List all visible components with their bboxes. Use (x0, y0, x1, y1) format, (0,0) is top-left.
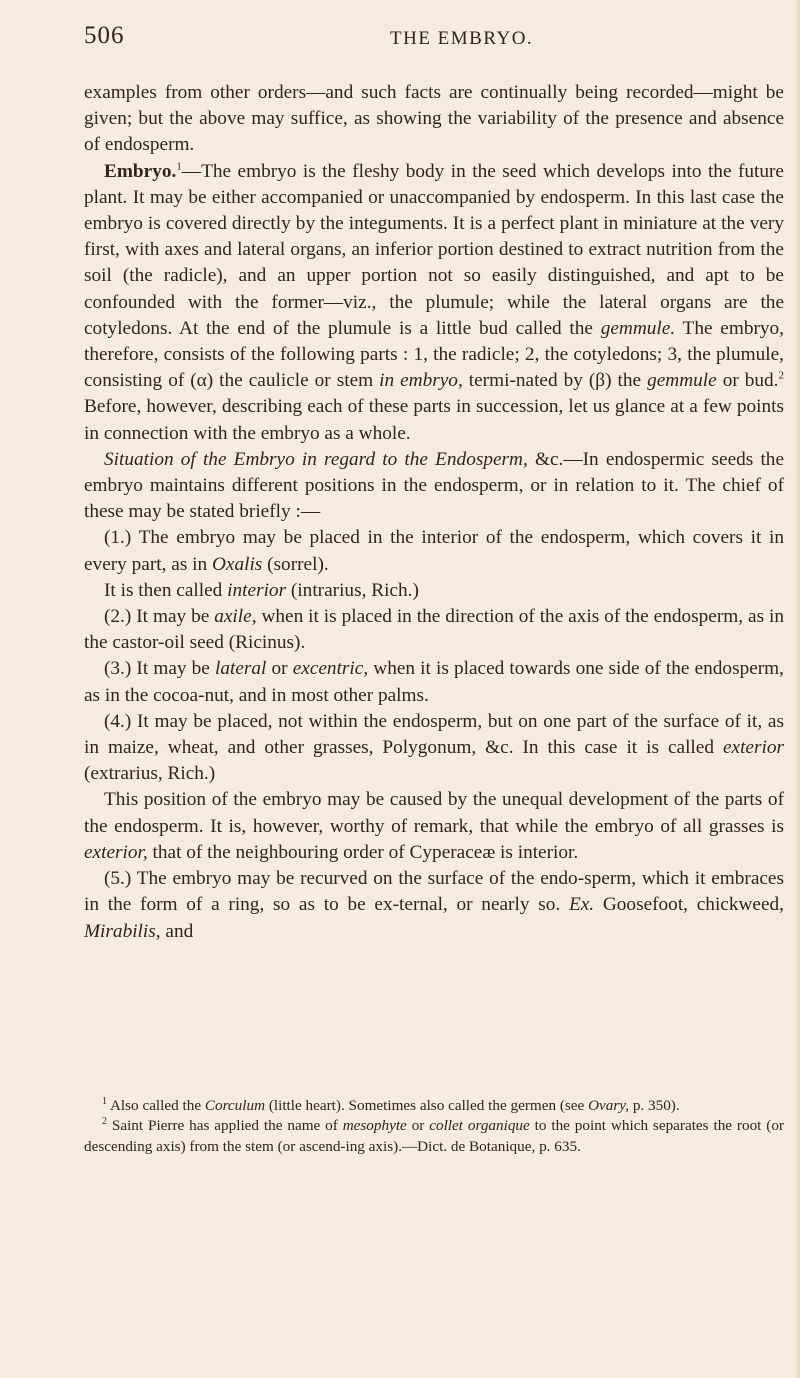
list-item-5: (5.) The embryo may be recurved on the surface of the endo-sperm, which it embraces in the form of a ring, so as to be ex-ternal, or nearly so. Ex. Goosefoot, chickweed, Mirabilis, and (84, 868, 785, 942)
running-title: THE EMBRYO. (390, 28, 534, 49)
term-in-embryo: in embryo, (379, 370, 463, 392)
list-item-3: (3.) It may be lateral or excentric, when it is placed towards one side of the endosperm, as in the cocoa-nut, and in most other palms. (84, 658, 785, 706)
paragraph-embryo: Embryo.$^1$—The embryo is the fleshy body in the seed which develops into the future plant. It may be either accompanied or unaccompanied by endosperm. In this last case the embryo is covered directly by the integuments. It is a perfect plant in miniature at the very first, with axes and lateral organs, an inferior portion destined to extract nutrition from the soil (the radicle), and an upper portion not so easily distinguished, and apt to be confounded with the former—viz., the plumule; while the lateral organs are the cotyledons. At the end of the plumule is a little bud called the gemmule. The embryo, therefore, consists of the following parts : 1, the radicle; 2, the cotyledons; 3, the plumule, consisting of (α) the caulicle or stem in embryo, termi-nated by (β) the gemmule or bud.$^2$ Before, however, describing each of these parts in succession, let us glance at a few points in connection with the embryo as a whole. (84, 160, 784, 444)
footnote-1: $^1$ Also called the Corculum (little heart). Sometimes also called the germen (see Ovary, p. 350). (102, 1095, 680, 1114)
footnote-ref-1: 1 (176, 160, 182, 173)
section-heading-embryo: Embryo. (104, 160, 177, 182)
body-text (84, 80, 784, 945)
term-gemmule-2: gemmule (647, 370, 717, 392)
paragraph-situation: Situation of the Embryo in regard to the Endosperm, &c.—In endospermic seeds the embryo maintains different positions in the endosperm, or in relation to it. The chief of these may be stated briefly :— (84, 448, 785, 523)
footnote-ref-2: 2 (778, 369, 784, 382)
list-item-2: (2.) It may be axile, when it is placed in the direction of the axis of the endosperm, as in the castor-oil seed (Ricinus). (84, 606, 785, 654)
list-item-1: (1.) The embryo may be placed in the interior of the endosperm, which covers it in every part, as in Oxalis (sorrel). (84, 527, 784, 575)
subsection-heading: Situation of the Embryo in regard to the Endosperm, (104, 448, 528, 470)
term-gemmule: gemmule. (600, 317, 676, 339)
footnotes (84, 1096, 784, 1157)
paragraph-intro: examples from other orders—and such facts are continually being recorded—might be given; but the above may suffice, as showing the variability of the presence and absence of endosperm. (84, 82, 784, 156)
list-item-1-cont: It is then called interior (intrarius, Rich.) (104, 579, 419, 601)
list-item-4: (4.) It may be placed, not within the endosperm, but on one part of the surface of it, as in maize, wheat, and other grasses, Polygonum, &c. In this case it is called exterior (extrarius, Rich.) (84, 710, 784, 785)
page-edge-shadow (794, 0, 800, 1378)
page-header (84, 20, 784, 60)
page-number: 506 (84, 22, 125, 49)
paragraph-position-note: This position of the embryo may be caused by the unequal development of the parts of the endosperm. It is, however, worthy of remark, that while the embryo of all grasses is exterior, that of the neighbouring order of Cyperaceæ is interior. (84, 789, 784, 863)
footnote-2: $^2$ Saint Pierre has applied the name of mesophyte or collet organique to the point which separates the root (or descending axis) from the stem (or ascend-ing axis).—Dict. de Botanique, p. 635. (84, 1116, 784, 1155)
